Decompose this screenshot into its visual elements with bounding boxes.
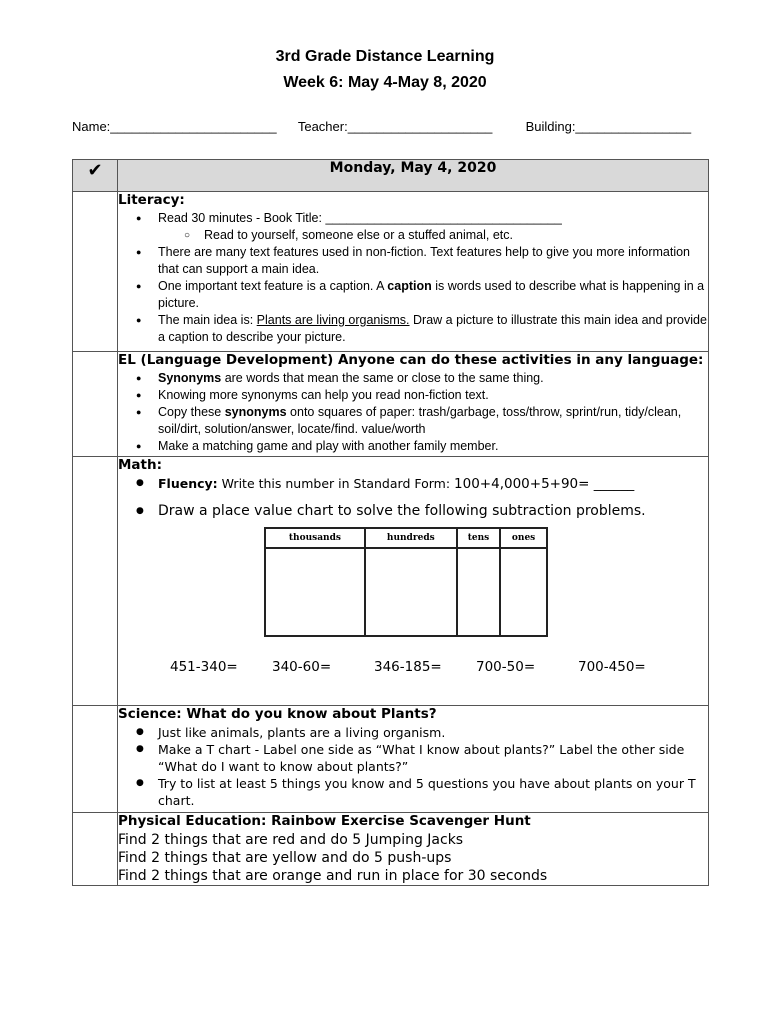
list-item: ● One important text feature is a caption. A caption is words used to describe what is happening in a picture. — [158, 278, 708, 312]
day-heading: Monday, May 4, 2020 — [118, 160, 709, 192]
math-list — [118, 475, 708, 493]
checkmark-icon: ✔ — [73, 160, 118, 192]
list-item: ● Make a T chart - Label one side as “What I know about plants?” Label the other side “What do I want to know about plants?” — [158, 741, 708, 775]
table-header-row — [73, 160, 709, 192]
literacy-list — [118, 210, 708, 346]
problem-5: 700-450= — [578, 659, 646, 675]
student-info-line — [72, 119, 691, 134]
subtraction-problems — [170, 659, 708, 675]
chart-cell — [500, 548, 547, 636]
pe-line-3: Find 2 things that are orange and run in place for 30 seconds — [118, 868, 548, 884]
el-row — [73, 352, 709, 457]
document-title: 3rd Grade Distance Learning — [275, 48, 495, 65]
chart-header-tens: tens — [457, 528, 500, 548]
list-item: ● Just like animals, plants are a living organism. — [158, 724, 708, 741]
name-field[interactable]: Name:_______________________ — [72, 119, 277, 134]
chart-cell — [365, 548, 457, 636]
check-cell[interactable] — [73, 192, 118, 352]
science-heading: Science: What do you know about Plants? — [118, 706, 437, 722]
check-cell[interactable] — [73, 706, 118, 813]
pe-line-2: Find 2 things that are yellow and do 5 push-ups — [118, 850, 452, 866]
literacy-row — [73, 192, 709, 352]
problem-3: 346-185= — [374, 659, 442, 675]
math-list-2 — [118, 501, 708, 521]
list-item: ○ Read to yourself, someone else or a stuffed animal, etc. — [204, 227, 708, 244]
literacy-heading: Literacy: — [118, 192, 185, 208]
chart-cell — [265, 548, 365, 636]
science-list — [118, 724, 708, 809]
pe-heading: Physical Education: Rainbow Exercise Scavenger Hunt — [118, 813, 531, 829]
list-item: ● Read 30 minutes - Book Title: __________________________________ ○ Read to yourself, someone else or a stuffed animal, etc. — [158, 210, 708, 244]
list-item: ● Make a matching game and play with another family member. — [158, 438, 708, 455]
list-item: ● Fluency: Write this number in Standard Form: 100+4,000+5+90= ______ — [158, 475, 708, 493]
document-subtitle: Week 6: May 4-May 8, 2020 — [283, 74, 487, 91]
el-list — [118, 370, 708, 455]
math-row — [73, 457, 709, 706]
list-item: ● Draw a place value chart to solve the following subtraction problems. — [158, 501, 708, 521]
problem-2: 340-60= — [272, 659, 332, 675]
teacher-field[interactable]: Teacher:____________________ — [297, 119, 493, 134]
science-row — [73, 706, 709, 813]
building-field[interactable]: Building:________________ — [525, 119, 692, 134]
list-item: ● Knowing more synonyms can help you read non-fiction text. — [158, 387, 708, 404]
list-item: ● There are many text features used in non-fiction. Text features help to give you more information that can support a main idea. — [158, 244, 708, 278]
list-item: ● Try to list at least 5 things you know and 5 questions you have about plants on your T chart. — [158, 775, 708, 809]
place-value-chart — [264, 527, 548, 637]
pe-line-1: Find 2 things that are red and do 5 Jumping Jacks — [118, 832, 464, 848]
check-cell[interactable] — [73, 352, 118, 457]
schedule-table — [72, 159, 709, 886]
problem-1: 451-340= — [170, 659, 238, 675]
check-cell[interactable] — [73, 457, 118, 706]
list-item: ● Synonyms are words that mean the same or close to the same thing. — [158, 370, 708, 387]
pe-row — [73, 813, 709, 886]
math-heading: Math: — [118, 457, 163, 473]
list-item: ● Copy these synonyms onto squares of paper: trash/garbage, toss/throw, sprint/run, tidy/clean, soil/dirt, solution/answer, locate/find. value/worth — [158, 404, 708, 438]
problem-4: 700-50= — [476, 659, 536, 675]
check-cell[interactable] — [73, 813, 118, 886]
chart-cell — [457, 548, 500, 636]
list-item: ● The main idea is: Plants are living organisms. Draw a picture to illustrate this main idea and provide a caption to describe your picture. — [158, 312, 708, 346]
chart-header-hundreds: hundreds — [365, 528, 457, 548]
el-heading: EL (Language Development) Anyone can do these activities in any language: — [118, 352, 704, 368]
chart-header-ones: ones — [500, 528, 547, 548]
chart-header-thousands: thousands — [265, 528, 365, 548]
